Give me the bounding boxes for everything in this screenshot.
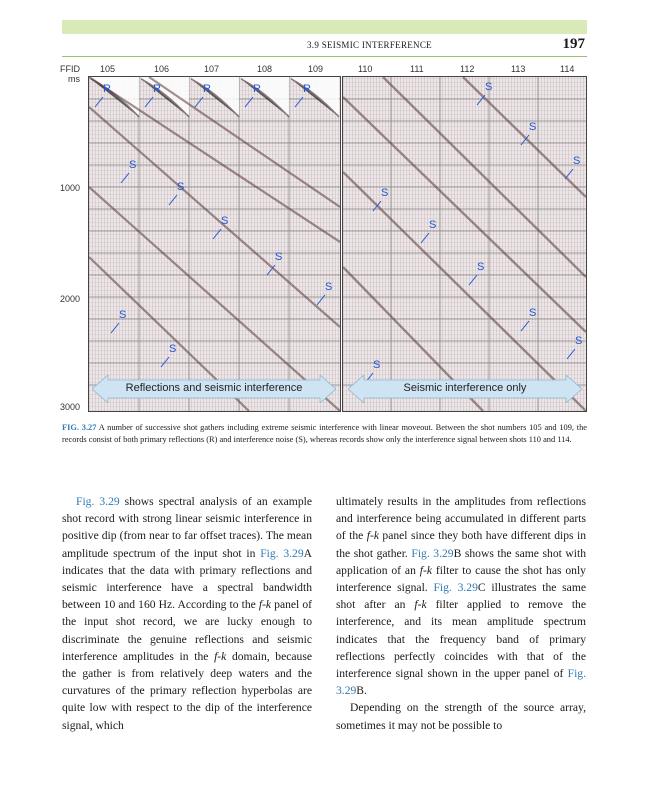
italic-term: f-k (258, 598, 272, 612)
banner-reflections-and-interference (92, 375, 336, 403)
text-run: B shows the same shot with application of an (336, 546, 586, 577)
figure-ref-link[interactable]: Fig. 3.29 (433, 581, 478, 595)
text-run: A indicates that the data with primary reflections and seismic interference have a spectral bandwidth between 10 and 160 Hz. According to the (62, 546, 312, 612)
caption-label: FIG. 3.27 (62, 423, 97, 432)
figure-3-27 (62, 64, 587, 414)
interference-marker: S (575, 335, 583, 347)
seismic-panel-left (88, 76, 341, 412)
reflection-marker: R (203, 83, 211, 95)
caption-text: A number of successive shot gathers including extreme seismic interference with linear moveout. Between the shot numbers 105 and 109, the records consist of both primary reflections (R) and interference noise (S), whereas records show only the interference signal between shots 110 and 114. (62, 423, 587, 444)
banner-left-label: Reflections and seismic interference (125, 382, 303, 394)
time-label-2000: 2000 (60, 294, 81, 304)
text-run: Depending on the strength of the source array, sometimes it may not be possible to (336, 701, 586, 732)
shot-number: 111 (410, 64, 424, 74)
body-column-left (62, 493, 312, 734)
gather-boundaries (139, 77, 289, 411)
paragraph (336, 493, 586, 699)
shot-number: 113 (511, 64, 526, 74)
section-title: 3.9 SEISMIC INTERFERENCE (307, 40, 432, 50)
body-column-right (336, 493, 586, 734)
shot-number: 107 (204, 64, 220, 74)
figure-ref-link[interactable]: Fig. 3.29 (411, 546, 454, 560)
reflection-marker: R (303, 83, 311, 95)
text-run: panel of the input shot record, we are lucky enough to discriminate the genuine reflections and seismic interference amplitudes in the (62, 598, 312, 663)
seismic-panel-left-plot (89, 77, 340, 411)
ms-label: ms (68, 74, 80, 84)
interference-marker: S (485, 81, 493, 93)
marker-arrows (365, 95, 575, 383)
interference-marker: S (529, 121, 537, 133)
page-number: 197 (562, 36, 585, 52)
text-run: domain, because the gather is from relatively deep waters and the curvatures of the primary reflection hyperbolas are quite low with respect to the dip of the interference signal, which (62, 649, 312, 732)
interference-marker: S (381, 187, 389, 199)
interference-marker: S (429, 219, 437, 231)
figure-caption (62, 422, 587, 445)
interference-events (89, 77, 340, 411)
reflection-marker: R (153, 83, 161, 95)
seismic-panel-right (342, 76, 587, 412)
italic-term: f-k (214, 649, 227, 663)
shot-number: 109 (308, 64, 324, 74)
shot-number: 110 (358, 64, 373, 74)
shot-number: 108 (257, 64, 273, 74)
running-header (62, 36, 587, 57)
interference-marker: S (129, 159, 137, 171)
interference-marker: S (325, 281, 333, 293)
marker-arrows (95, 97, 325, 367)
interference-marker: S (169, 343, 177, 355)
shot-number: 105 (100, 64, 116, 74)
text-run: filter to cause the shot has only interference signal. (336, 563, 586, 595)
italic-term: f-k (366, 529, 379, 543)
figure-ref-link[interactable]: Fig. 3.29 (336, 667, 586, 698)
banner-interference-only (348, 375, 582, 403)
paragraph (62, 493, 312, 734)
reflection-marker: R (103, 83, 111, 95)
interference-marker: S (275, 251, 283, 263)
text-run: C illustrates the same shot after an (336, 581, 586, 612)
ffid-label: FFID (60, 64, 80, 74)
text-run: panel since they both have different dips in the shot gather. (336, 529, 587, 560)
time-label-1000: 1000 (60, 183, 81, 193)
figure-ref-link[interactable]: Fig. 3.29 (260, 546, 304, 560)
banner-right-label: Seismic interference only (403, 382, 527, 394)
shot-number: 114 (560, 64, 575, 74)
interference-marker: S (119, 309, 127, 321)
reflection-marker: R (253, 83, 261, 95)
italic-term: f-k (419, 563, 432, 577)
figure-ref-link[interactable]: Fig. 3.29 (76, 495, 120, 508)
text-run: B. (356, 684, 367, 698)
shot-number: 112 (460, 64, 475, 74)
interference-marker: S (221, 215, 229, 227)
interference-marker: S (573, 155, 581, 167)
interference-marker: S (177, 181, 185, 193)
italic-term: f-k (414, 598, 427, 612)
text-run: ultimately results in the amplitudes from reflections and interference being accumulated in different parts of the (336, 495, 586, 543)
paragraph (336, 699, 586, 733)
interference-marker: S (477, 261, 485, 273)
interference-marker: S (529, 307, 537, 319)
shot-number: 106 (154, 64, 170, 74)
header-color-bar (62, 20, 587, 34)
text-run: shows spectral analysis of an example shot record with strong linear seismic interference in positive dip (from near to far offset traces). The mean amplitude spectrum of the input shot in (62, 495, 312, 560)
time-gridlines (89, 99, 340, 385)
text-run: filter applied to remove the interference, and its mean amplitude spectrum indicates that the frequency band of primary reflections perfectly coincides with that of the interference signal shown in the upper panel of (336, 598, 586, 681)
interference-marker: S (373, 359, 381, 371)
time-label-3000: 3000 (60, 402, 81, 412)
